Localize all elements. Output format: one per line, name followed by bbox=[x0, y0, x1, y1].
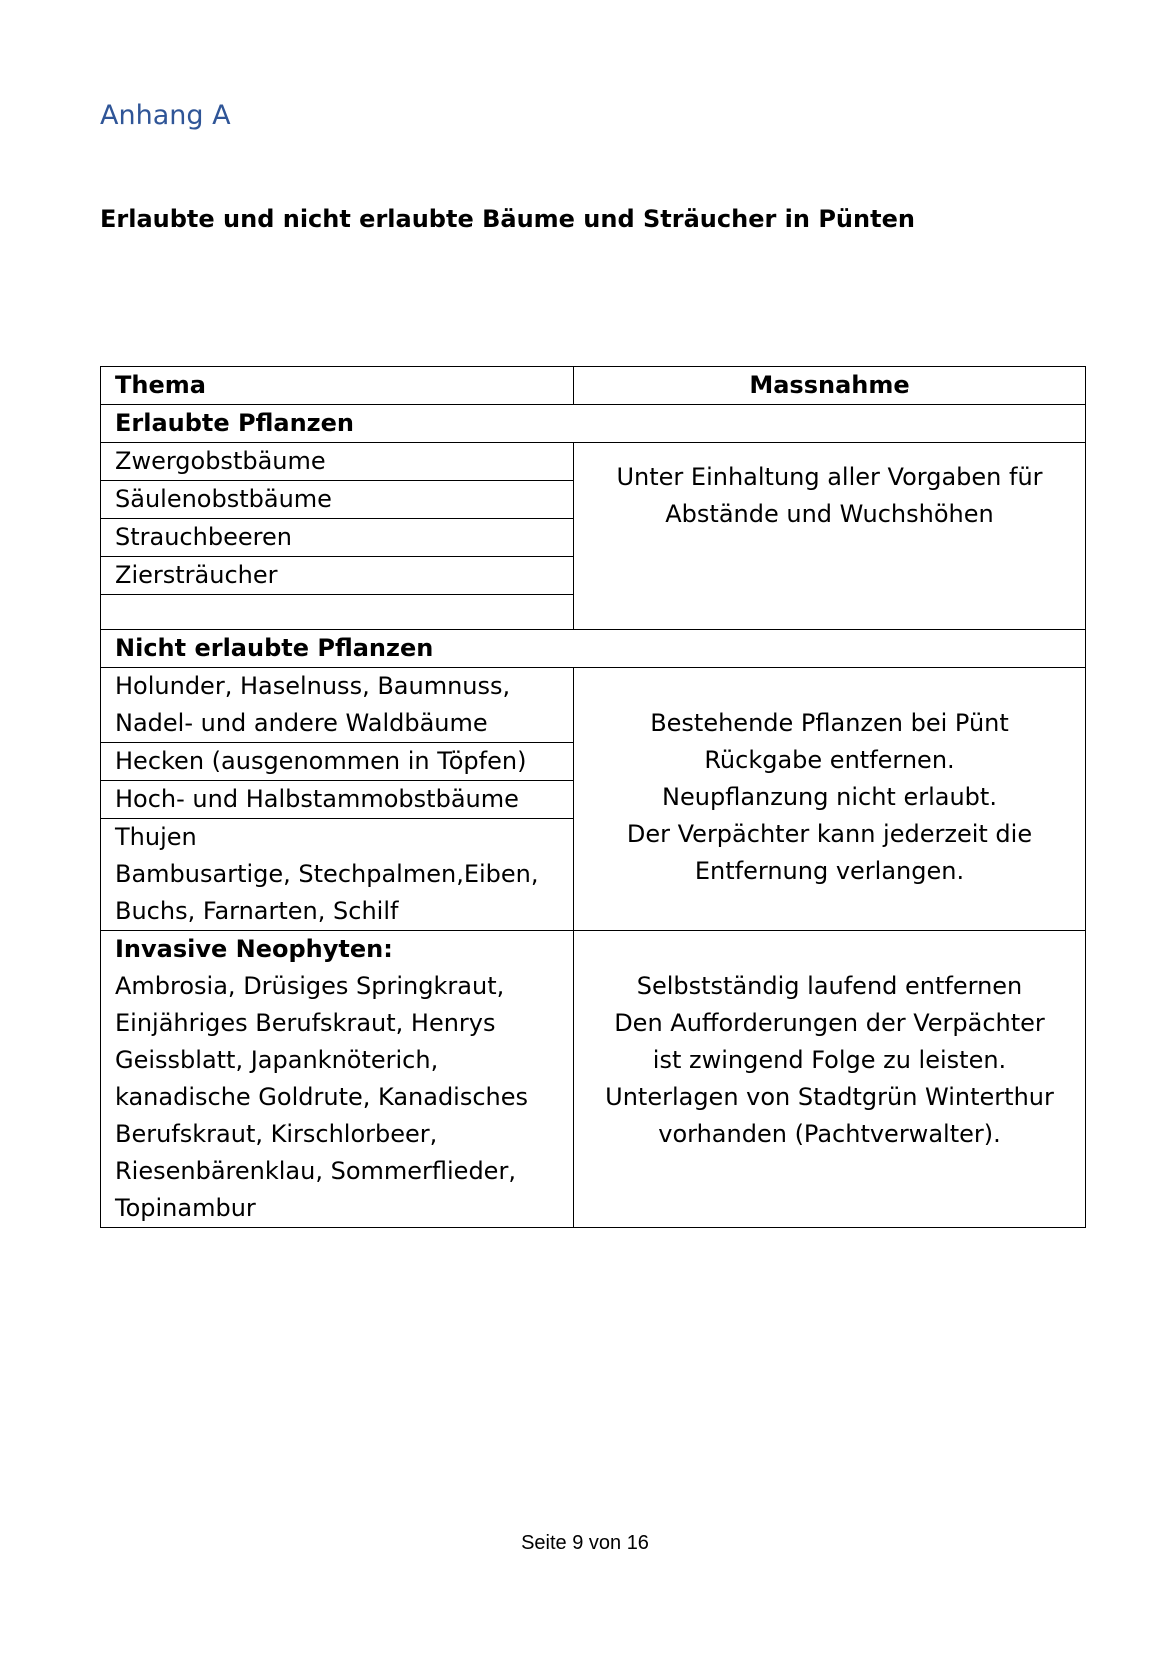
neophytes-label: Invasive Neophyten: bbox=[115, 935, 393, 963]
page-number: Seite 9 von 16 bbox=[521, 1532, 649, 1554]
item-line: kanadische Goldrute, Kanadisches bbox=[115, 1083, 529, 1111]
item-line: Riesenbärenklau, Sommerflieder, bbox=[115, 1157, 516, 1185]
header-theme: Thema bbox=[101, 367, 574, 405]
item-line: Thujen bbox=[115, 823, 197, 851]
document-subtitle: Erlaubte und nicht erlaubte Bäume und Sträucher in Pünten bbox=[100, 205, 915, 233]
table-row bbox=[101, 668, 1086, 743]
allowed-item: Zwergobstbäume bbox=[101, 443, 574, 481]
item-line: Einjähriges Berufskraut, Henrys bbox=[115, 1009, 496, 1037]
item-line: Hoch- und Halbstammobstbäume bbox=[115, 785, 519, 813]
allowed-item-empty bbox=[101, 595, 574, 630]
not-allowed-item bbox=[101, 781, 574, 819]
allowed-item: Säulenobstbäume bbox=[101, 481, 574, 519]
item-line: Hecken (ausgenommen in Töpfen) bbox=[115, 747, 527, 775]
section-row-allowed bbox=[101, 405, 1086, 443]
not-allowed-measure-line: Der Verpächter kann jederzeit die bbox=[626, 820, 1033, 848]
header-measure: Massnahme bbox=[574, 367, 1086, 405]
allowed-measure-line: Abstände und Wuchshöhen bbox=[665, 500, 994, 528]
item-line: Berufskraut, Kirschlorbeer, bbox=[115, 1120, 438, 1148]
item-line: Buchs, Farnarten, Schilf bbox=[115, 897, 399, 925]
neophytes-item bbox=[101, 931, 574, 1228]
table-row bbox=[101, 443, 1086, 481]
not-allowed-measure-line: Rückgabe entfernen. bbox=[704, 746, 955, 774]
neophytes-measure-line: Den Aufforderungen der Verpächter bbox=[614, 1009, 1045, 1037]
not-allowed-measure-line: Entfernung verlangen. bbox=[694, 857, 965, 885]
item-line: Holunder, Haselnuss, Baumnuss, bbox=[115, 672, 511, 700]
section-row-not-allowed bbox=[101, 630, 1086, 668]
neophytes-measure-line: ist zwingend Folge zu leisten. bbox=[652, 1046, 1007, 1074]
item-line: Ambrosia, Drüsiges Springkraut, bbox=[115, 972, 505, 1000]
plants-table bbox=[100, 366, 1086, 1228]
item-line: Bambusartige, Stechpalmen,Eiben, bbox=[115, 860, 539, 888]
not-allowed-measure-line: Bestehende Pflanzen bei Pünt bbox=[650, 709, 1009, 737]
section-not-allowed-label: Nicht erlaubte Pflanzen bbox=[101, 630, 1086, 668]
item-line: Geissblatt, Japanknöterich, bbox=[115, 1046, 439, 1074]
allowed-measure-line: Unter Einhaltung aller Vorgaben für bbox=[616, 463, 1043, 491]
neophytes-measure-line: Unterlagen von Stadtgrün Winterthur bbox=[605, 1083, 1054, 1111]
not-allowed-measure bbox=[574, 668, 1086, 931]
allowed-measure bbox=[574, 443, 1086, 630]
not-allowed-measure-line: Neupflanzung nicht erlaubt. bbox=[662, 783, 997, 811]
table-header-row bbox=[101, 367, 1086, 405]
allowed-item: Strauchbeeren bbox=[101, 519, 574, 557]
neophytes-measure-line: Selbstständig laufend entfernen bbox=[636, 972, 1023, 1000]
allowed-item: Ziersträucher bbox=[101, 557, 574, 595]
not-allowed-item bbox=[101, 743, 574, 781]
table-row-neophytes bbox=[101, 931, 1086, 1228]
item-line: Nadel- und andere Waldbäume bbox=[115, 709, 488, 737]
appendix-heading: Anhang A bbox=[100, 100, 231, 131]
neophytes-measure bbox=[574, 931, 1086, 1228]
not-allowed-item bbox=[101, 819, 574, 931]
item-line: Topinambur bbox=[115, 1194, 256, 1222]
neophytes-measure-line: vorhanden (Pachtverwalter). bbox=[658, 1120, 1001, 1148]
section-allowed-label: Erlaubte Pflanzen bbox=[101, 405, 1086, 443]
not-allowed-item bbox=[101, 668, 574, 743]
